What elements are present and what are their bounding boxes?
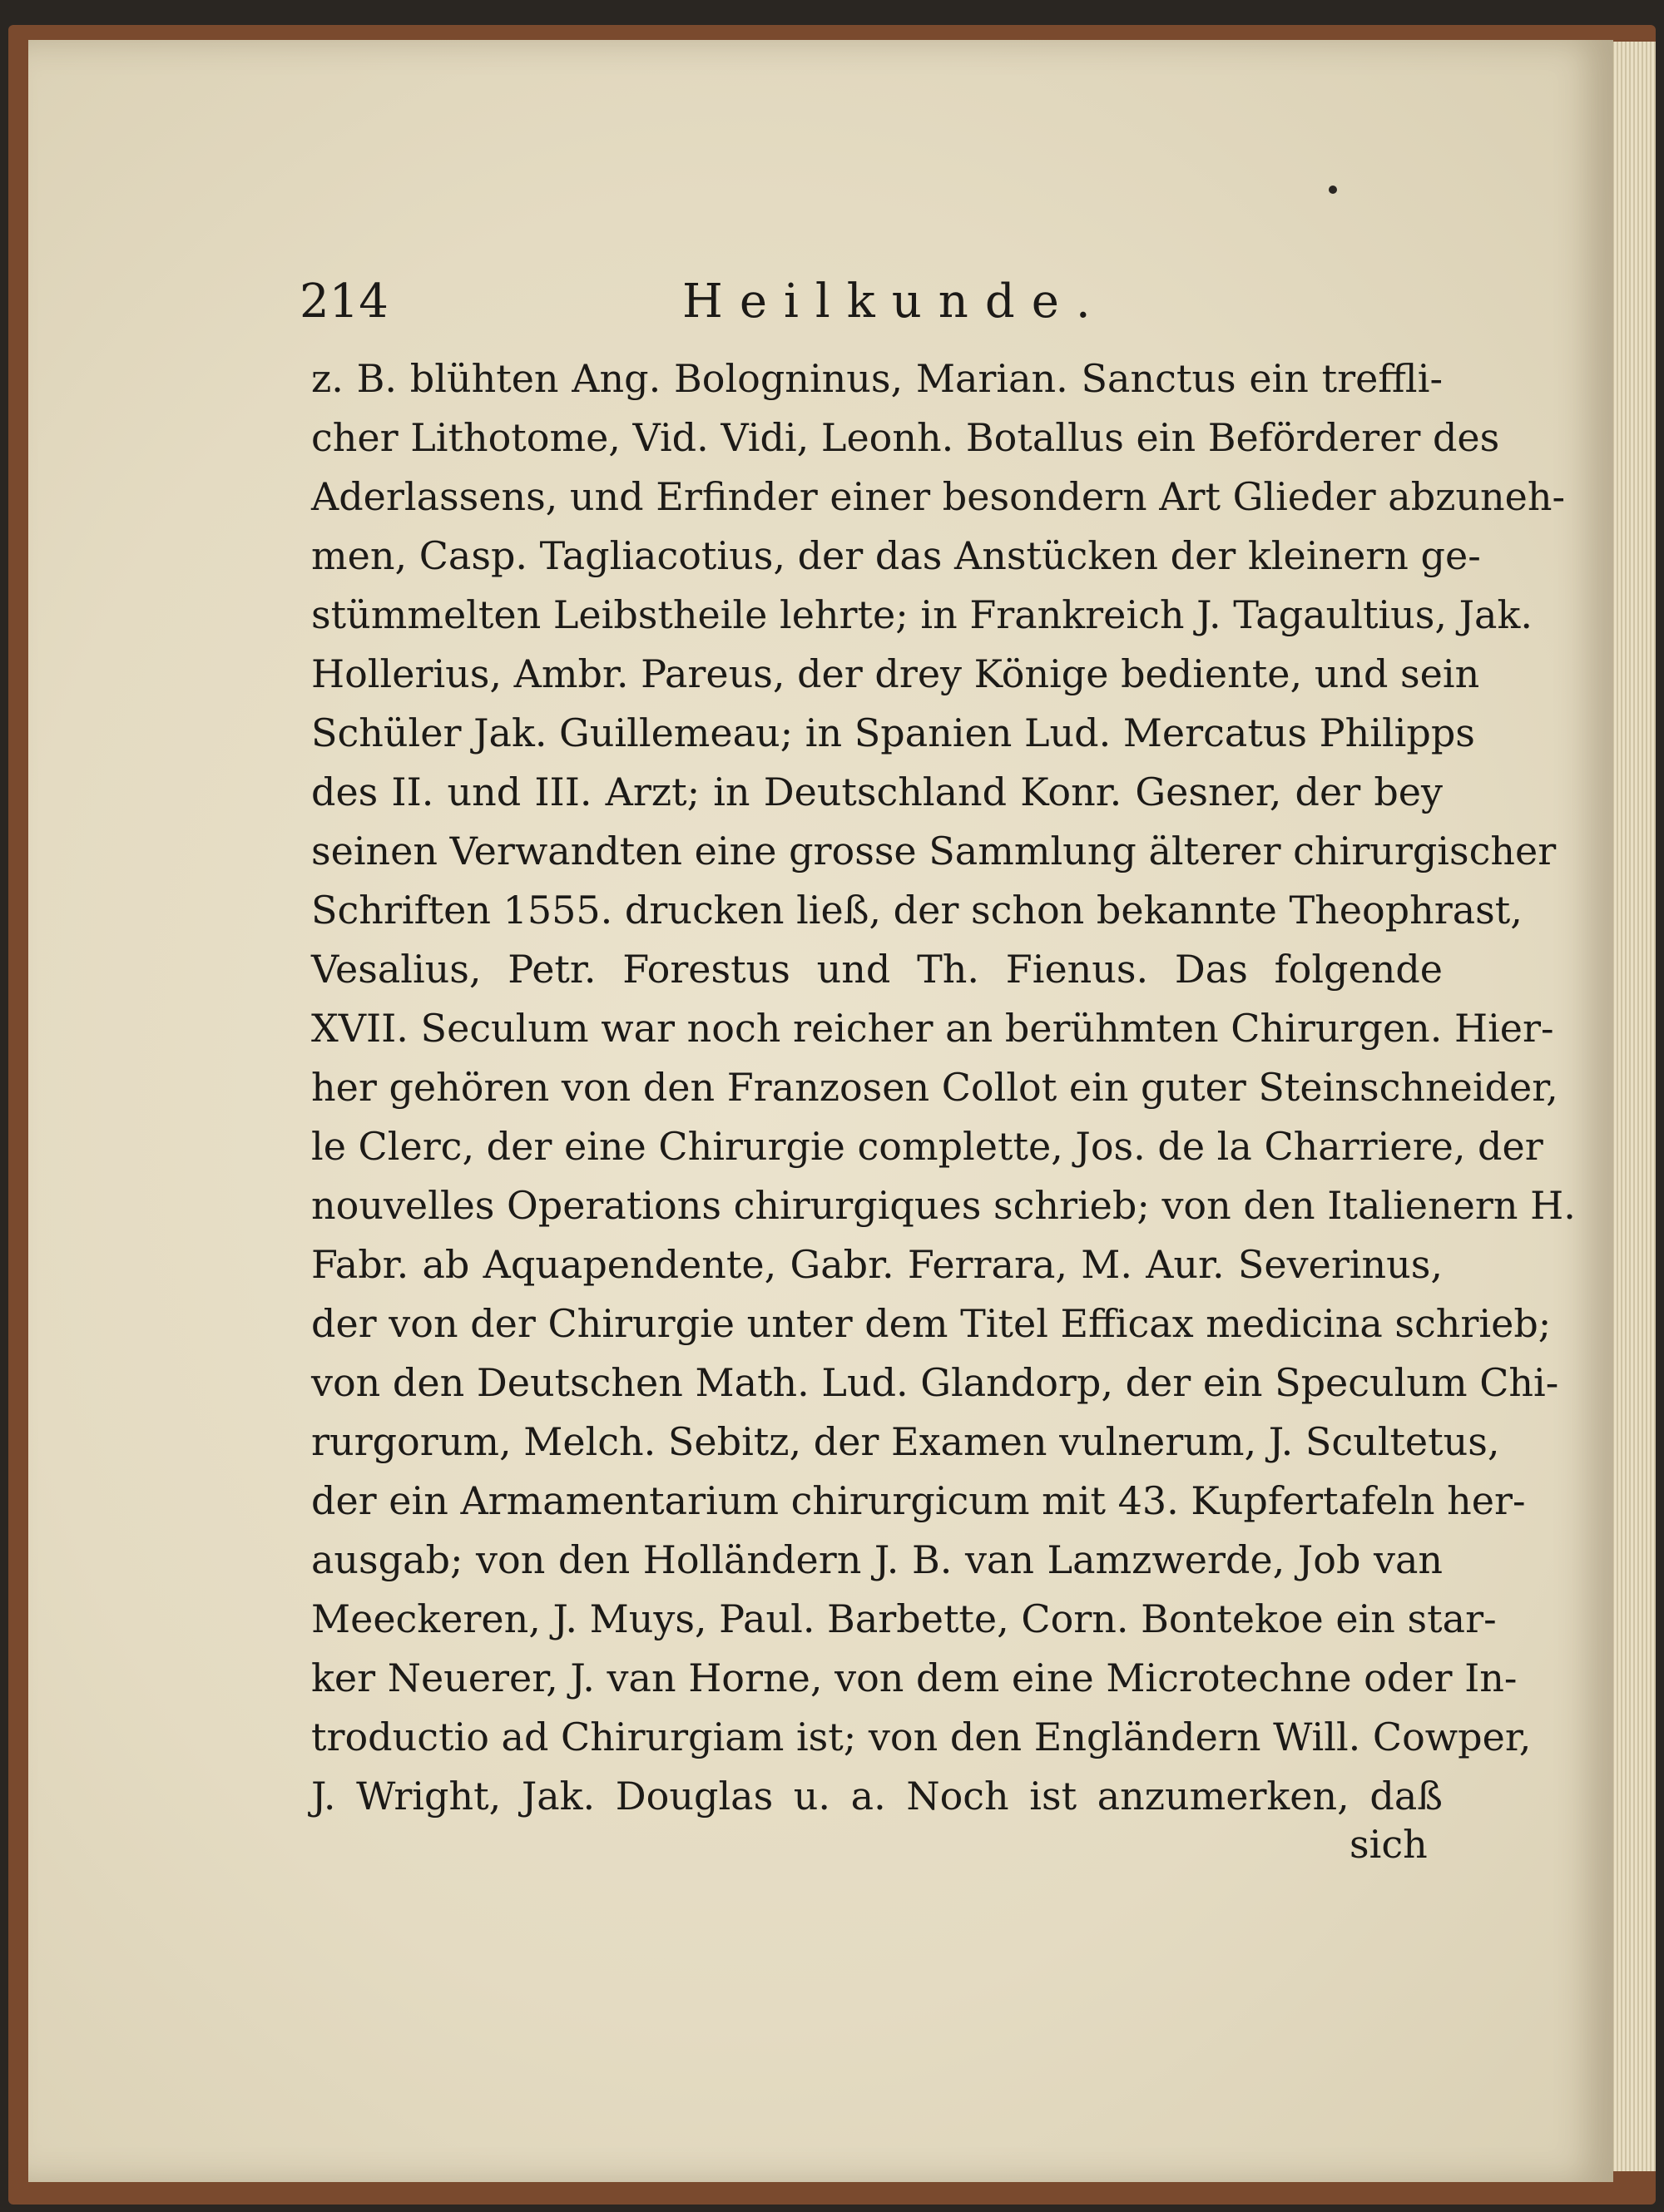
ink-spot bbox=[1329, 186, 1337, 194]
text-line: stümmelten Leibstheile lehrte; in Frankreich J. Tagaultius, Jak. bbox=[311, 592, 1533, 637]
text-line: nouvelles Operations chirurgiques schrieb; von den Italienern H. bbox=[311, 1183, 1576, 1228]
text-line: ausgab; von den Holländern J. B. van Lamzwerde, Job van bbox=[311, 1537, 1443, 1582]
text-line: troductio ad Chirurgiam ist; von den Engländern Will. Cowper, bbox=[311, 1715, 1532, 1759]
text-line: Schüler Jak. Guillemeau; in Spanien Lud. Mercatus Philipps bbox=[311, 710, 1475, 755]
text-line: z. B. blühten Ang. Bologninus, Marian. Sanctus ein treffli- bbox=[311, 356, 1443, 401]
text-line: her gehören von den Franzosen Collot ein guter Steinschneider, bbox=[311, 1065, 1558, 1110]
running-title: Heilkunde. bbox=[682, 275, 1107, 329]
text-line: men, Casp. Tagliacotius, der das Anstücken der kleinern ge- bbox=[311, 533, 1481, 578]
catchword: sich bbox=[1350, 1822, 1428, 1867]
text-line: Meeckeren, J. Muys, Paul. Barbette, Corn. Bontekoe ein star- bbox=[311, 1596, 1497, 1641]
text-line: Hollerius, Ambr. Pareus, der drey Könige bediente, und sein bbox=[311, 651, 1480, 696]
text-line: J. Wright, Jak. Douglas u. a. Noch ist anzumerken, daß bbox=[311, 1774, 1443, 1819]
text-line: von den Deutschen Math. Lud. Glandorp, der ein Speculum Chi- bbox=[311, 1360, 1559, 1405]
text-line: Vesalius, Petr. Forestus und Th. Fienus. Das folgende bbox=[311, 947, 1443, 992]
page-number: 214 bbox=[300, 275, 389, 329]
text-line: des II. und III. Arzt; in Deutschland Konr. Gesner, der bey bbox=[311, 769, 1443, 814]
text-line: le Clerc, der eine Chirurgie complette, Jos. de la Charriere, der bbox=[311, 1124, 1543, 1169]
body-text bbox=[311, 349, 1576, 1826]
page-header bbox=[300, 266, 1448, 333]
text-line: der ein Armamentarium chirurgicum mit 43. Kupfertafeln her- bbox=[311, 1478, 1526, 1523]
text-line: Aderlassens, und Erfinder einer besondern Art Glieder abzuneh- bbox=[311, 474, 1566, 519]
text-line: der von der Chirurgie unter dem Titel Efficax medicina schrieb; bbox=[311, 1301, 1552, 1346]
text-line: Fabr. ab Aquapendente, Gabr. Ferrara, M. Aur. Severinus, bbox=[311, 1242, 1443, 1287]
text-line: cher Lithotome, Vid. Vidi, Leonh. Botallus ein Beförderer des bbox=[311, 415, 1500, 460]
text-line: XVII. Seculum war noch reicher an berühmten Chirurgen. Hier- bbox=[311, 1006, 1554, 1051]
text-line: rurgorum, Melch. Sebitz, der Examen vulnerum, J. Scultetus, bbox=[311, 1419, 1500, 1464]
text-line: Schriften 1555. drucken ließ, der schon bekannte Theophrast, bbox=[311, 888, 1523, 933]
text-line: ker Neuerer, J. van Horne, von dem eine Microtechne oder In- bbox=[311, 1655, 1518, 1700]
text-line: seinen Verwandten eine grosse Sammlung älterer chirurgischer bbox=[311, 829, 1557, 873]
